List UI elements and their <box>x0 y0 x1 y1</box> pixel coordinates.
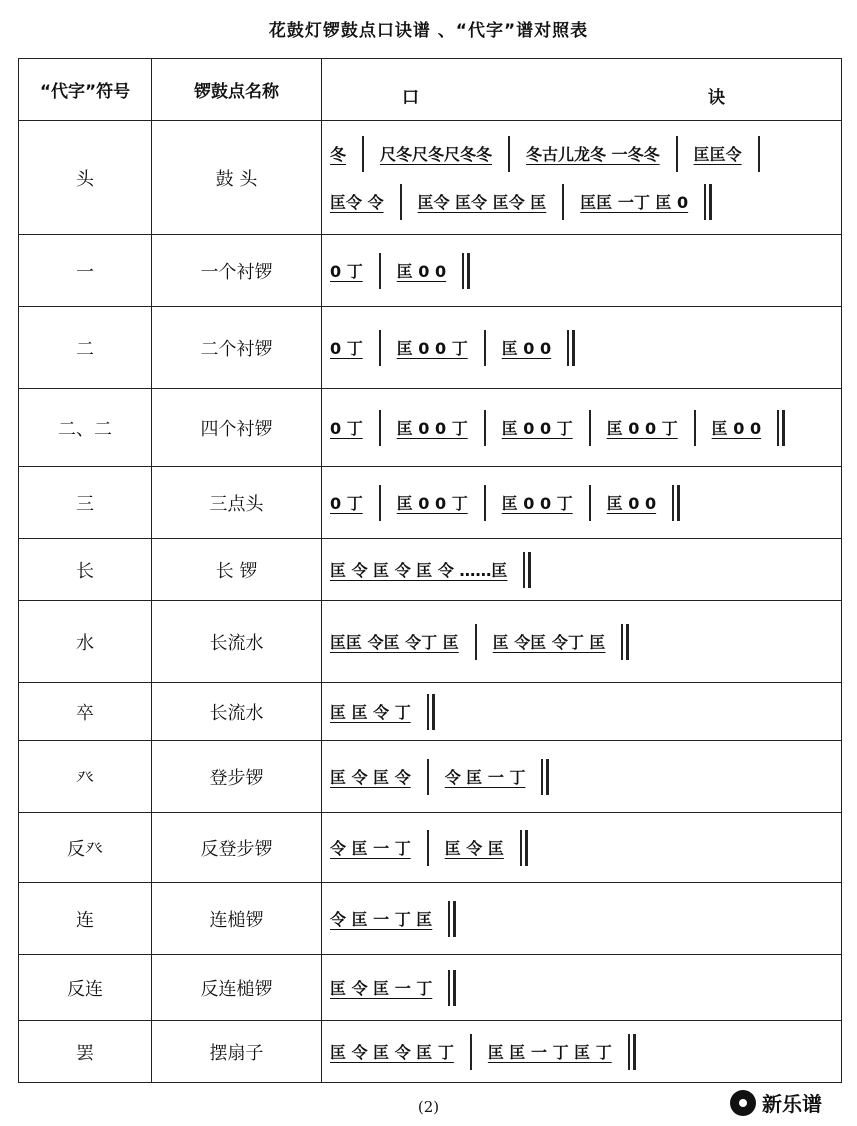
beat-group: 冬古儿龙冬 一冬冬 <box>526 145 660 164</box>
koujue-cell <box>322 307 842 389</box>
koujue-cell <box>322 683 842 741</box>
name-cell: 长流水 <box>152 601 322 683</box>
symbol-cell: 卒 <box>19 683 152 741</box>
end-barline <box>462 253 470 289</box>
beat-group: 匡 令 匡 令 匡 丁 <box>330 1043 454 1062</box>
koujue-cell <box>322 389 842 467</box>
name-cell: 摆扇子 <box>152 1021 322 1083</box>
barline <box>379 485 381 521</box>
table-row <box>19 813 842 883</box>
koujue-cell <box>322 1021 842 1083</box>
symbol-cell: 一 <box>19 235 152 307</box>
measure-line <box>322 688 841 736</box>
koujue-cell <box>322 539 842 601</box>
barline <box>475 624 477 660</box>
name-cell: 三点头 <box>152 467 322 539</box>
barline <box>362 136 364 172</box>
header-kj1: 口 <box>402 88 419 108</box>
measure-line <box>322 324 841 372</box>
table-row <box>19 539 842 601</box>
name-cell: 鼓 头 <box>152 121 322 235</box>
barline <box>694 410 696 446</box>
symbol-cell: 癶 <box>19 741 152 813</box>
end-barline <box>567 330 575 366</box>
koujue-cell <box>322 467 842 539</box>
barline <box>470 1034 472 1070</box>
end-barline <box>777 410 785 446</box>
beat-group: 匡 令 匡 令 <box>330 768 411 787</box>
end-barline <box>621 624 629 660</box>
beat-group: 匡 令 匡 一 丁 <box>330 979 433 998</box>
barline <box>379 410 381 446</box>
barline <box>379 253 381 289</box>
name-cell: 长流水 <box>152 683 322 741</box>
name-cell: 四个衬锣 <box>152 389 322 467</box>
symbol-cell: 连 <box>19 883 152 955</box>
beat-group: 匡 0 0 丁 <box>606 419 678 438</box>
header-kj2: 诀 <box>708 88 725 108</box>
logo-text: 新乐谱 <box>762 1092 822 1116</box>
beat-group: 令 匡 一 丁 <box>330 839 411 858</box>
table-row <box>19 1021 842 1083</box>
beat-group: 匡 0 0 <box>501 339 552 358</box>
table-row <box>19 955 842 1021</box>
measure-line <box>322 404 841 452</box>
measure-line <box>322 546 841 594</box>
header-symbol: “代字”符号 <box>19 59 152 121</box>
table-row <box>19 467 842 539</box>
record-disk-icon <box>730 1090 756 1116</box>
barline <box>484 330 486 366</box>
barline <box>484 485 486 521</box>
document-title: 花鼓灯锣鼓点口诀谱 、“代字”谱对照表 <box>268 21 589 41</box>
name-cell: 登步锣 <box>152 741 322 813</box>
name-cell: 长 锣 <box>152 539 322 601</box>
barline <box>400 184 402 220</box>
symbol-cell: 头 <box>19 121 152 235</box>
table-row <box>19 683 842 741</box>
site-logo <box>730 1088 822 1117</box>
barline <box>589 410 591 446</box>
measure-line <box>322 247 841 295</box>
measure-line <box>322 1028 841 1076</box>
measure-line <box>322 753 841 801</box>
table-row <box>19 235 842 307</box>
koujue-cell <box>322 601 842 683</box>
name-cell: 反登步锣 <box>152 813 322 883</box>
koujue-cell <box>322 235 842 307</box>
end-barline <box>541 759 549 795</box>
symbol-cell: 反癶 <box>19 813 152 883</box>
beat-group: 匡 令 匡 令 匡 令 ……匡 <box>330 561 508 580</box>
table-row <box>19 121 842 235</box>
beat-group: 匡令 令 <box>330 193 384 212</box>
header-koujue <box>322 59 842 121</box>
barline <box>427 759 429 795</box>
barline <box>484 410 486 446</box>
beat-group: 匡匡 一丁 匡 0 <box>580 193 689 212</box>
header-name: 锣鼓点名称 <box>152 59 322 121</box>
name-cell: 反连槌锣 <box>152 955 322 1021</box>
koujue-cell <box>322 121 842 235</box>
symbol-cell: 罢 <box>19 1021 152 1083</box>
measure-line <box>322 895 841 943</box>
beat-group: 匡匡令 <box>693 145 742 164</box>
measure-line <box>322 178 841 226</box>
beat-group: 令 匡 一 丁 <box>444 768 526 787</box>
beat-group: 匡 0 0 <box>396 262 447 281</box>
beat-group: 匡 令匡 令丁 匡 <box>492 633 606 652</box>
beat-group: 匡 匡 令 丁 <box>330 703 411 722</box>
symbol-cell: 二、二 <box>19 389 152 467</box>
beat-group: 尺冬尺冬尺冬冬 <box>380 145 493 164</box>
beat-group: 匡 0 0 丁 <box>501 419 573 438</box>
table-row <box>19 601 842 683</box>
end-barline <box>448 970 456 1006</box>
barline <box>589 485 591 521</box>
table-row <box>19 741 842 813</box>
beat-group: 匡 0 0 <box>711 419 762 438</box>
name-cell: 一个衬锣 <box>152 235 322 307</box>
beat-group: 匡 令 匡 <box>444 839 504 858</box>
table-row <box>19 307 842 389</box>
table-body <box>19 121 842 1083</box>
measure-line <box>322 479 841 527</box>
symbol-cell: 长 <box>19 539 152 601</box>
table-row <box>19 389 842 467</box>
header-row <box>19 59 842 121</box>
end-barline <box>672 485 680 521</box>
koujue-cell <box>322 883 842 955</box>
beat-group: 令 匡 一 丁 匡 <box>330 910 433 929</box>
beat-group: 0 丁 <box>330 494 363 513</box>
beat-group: 匡 0 0 <box>606 494 657 513</box>
beat-group: 匡匡 令匡 令丁 匡 <box>330 633 459 652</box>
beat-group: 冬 <box>330 145 347 164</box>
barline <box>562 184 564 220</box>
beat-group: 匡 0 0 丁 <box>396 339 468 358</box>
symbol-cell: 三 <box>19 467 152 539</box>
measure-line <box>322 618 841 666</box>
barline <box>676 136 678 172</box>
end-barline <box>523 552 531 588</box>
koujue-cell <box>322 813 842 883</box>
beat-group: 匡 匡 一 丁 匡 丁 <box>487 1043 612 1062</box>
end-barline <box>520 830 528 866</box>
end-barline <box>704 184 712 220</box>
symbol-cell: 反连 <box>19 955 152 1021</box>
beat-group: 匡 0 0 丁 <box>396 494 468 513</box>
measure-line <box>322 824 841 872</box>
beat-group: 匡令 匡令 匡令 匡 <box>417 193 547 212</box>
symbol-cell: 二 <box>19 307 152 389</box>
name-cell: 二个衬锣 <box>152 307 322 389</box>
measure-line <box>322 130 841 178</box>
koujue-cell <box>322 955 842 1021</box>
beat-group: 匡 0 0 丁 <box>396 419 468 438</box>
rhythm-table <box>18 58 842 1083</box>
barline <box>379 330 381 366</box>
symbol-cell: 水 <box>19 601 152 683</box>
measure-line <box>322 964 841 1012</box>
beat-group: 匡 0 0 丁 <box>501 494 573 513</box>
barline <box>427 830 429 866</box>
beat-group: 0 丁 <box>330 262 363 281</box>
barline <box>758 136 760 172</box>
koujue-cell <box>322 741 842 813</box>
name-cell: 连槌锣 <box>152 883 322 955</box>
end-barline <box>628 1034 636 1070</box>
end-barline <box>448 901 456 937</box>
page-number: (2) <box>417 1098 440 1116</box>
end-barline <box>427 694 435 730</box>
barline <box>508 136 510 172</box>
beat-group: 0 丁 <box>330 419 363 438</box>
beat-group: 0 丁 <box>330 339 363 358</box>
table-row <box>19 883 842 955</box>
